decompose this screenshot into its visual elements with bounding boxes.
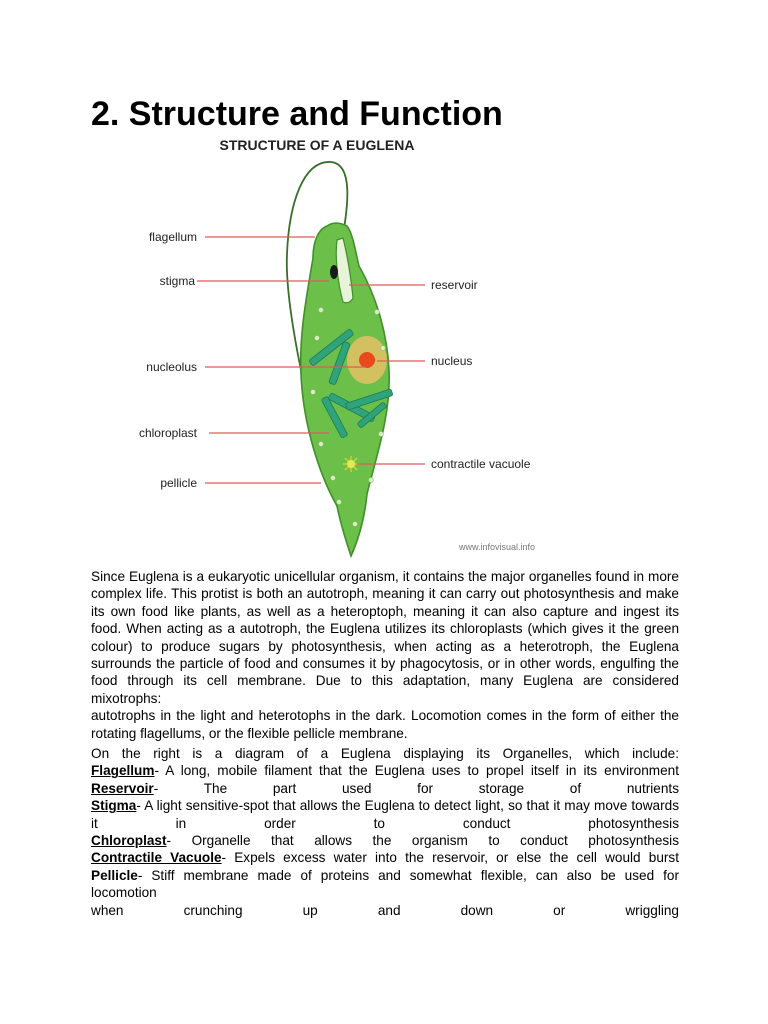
page-title: 2. Structure and Function [91,95,503,133]
contractile-vacuole-description: - Expels excess water into the reservoir, or else the cell would burst [221,850,679,866]
intro-line: its own food like plants, as well as a heteroptoph, meaning it can also capture and ingest its [91,603,679,619]
reservoir-description: - The part used for storage of nutrients [153,780,679,796]
contractile-vacuole-term: Contractile Vacuole [91,850,222,866]
pellicle-definition-continued [91,902,679,919]
stigma-shape [330,265,338,279]
intro-line: autotrophs in the light and heterotophs in the dark. Locomotion comes in the form of either the [91,708,679,724]
nucleus-shape [359,352,375,368]
organelles-intro-text: On the right is a diagram of a Euglena displaying its Organelles, which include: [91,746,679,761]
intro-line: food through its cell membrane. Due to this adaptation, many Euglena are considered mixotrophs: [91,673,679,706]
label-contractile-vacuole: contractile vacuole [431,457,531,471]
diagram-heading: STRUCTURE OF A EUGLENA [219,137,415,153]
intro-paragraph [91,568,679,742]
organelles-paragraph [91,745,679,919]
pellicle-description: - Stiff membrane made of proteins and somewhat flexible, can also be used for locomotion [91,867,679,901]
flagellum-description: - A long, mobile filament that the Euglena uses to propel itself in its environment [154,763,679,779]
intro-line: surrounds the particle of food and consumes it by phagocytosis, or in other words, engulfing the [91,656,679,672]
image-credit: www.infovisual.info [458,542,535,552]
euglena-diagram [91,134,541,558]
pellicle-definition [91,867,679,902]
stigma-definition [91,797,679,814]
reservoir-term: Reservoir [91,780,154,796]
stigma-description-continued: it in order to conduct photosynthesis [91,815,679,831]
intro-line: rotating flagellums, or the flexible pellicle membrane. [91,725,408,741]
intro-line: complex life. This protist is both an autotroph, meaning it can carry out photosynthesis and make [91,586,679,602]
flagellum-definition [91,762,679,779]
label-nucleolus: nucleolus [146,360,197,374]
pellicle-term: Pellicle [91,867,138,883]
label-nucleus: nucleus [431,354,473,368]
chloroplast-definition [91,832,679,849]
chloroplast-term: Chloroplast [91,833,167,849]
flagellum-term: Flagellum [91,763,155,779]
label-reservoir: reservoir [431,278,478,292]
organelles-intro [91,745,679,762]
label-flagellum: flagellum [148,230,197,244]
chloroplast-description: - Organelle that allows the organism to conduct photosynthesis [166,833,679,849]
label-chloroplast: chloroplast [138,426,197,440]
contractile-vacuole-shape [343,456,359,472]
label-pellicle: pellicle [160,476,197,490]
label-stigma: stigma [159,274,195,288]
pellicle-description-continued: when crunching up and down or wriggling [91,902,679,918]
stigma-definition-continued [91,815,679,832]
intro-line: Since Euglena is a eukaryotic unicellular organism, it contains the major organelles found in more [91,569,679,584]
reservoir-definition [91,780,679,797]
intro-line: food. When acting as a autotroph, the Euglena utilizes its chloroplasts (which gives it the green [91,621,679,637]
stigma-term: Stigma [91,798,137,814]
euglena-diagram-svg [91,134,541,558]
intro-line: colour) to produce sugars by photosynthesis, when acting as a heterotroph, the Euglena [91,638,679,654]
contractile-vacuole-definition [91,849,679,866]
stigma-description: - A light sensitive-spot that allows the Euglena to detect light, so that it may move towards [136,798,679,814]
